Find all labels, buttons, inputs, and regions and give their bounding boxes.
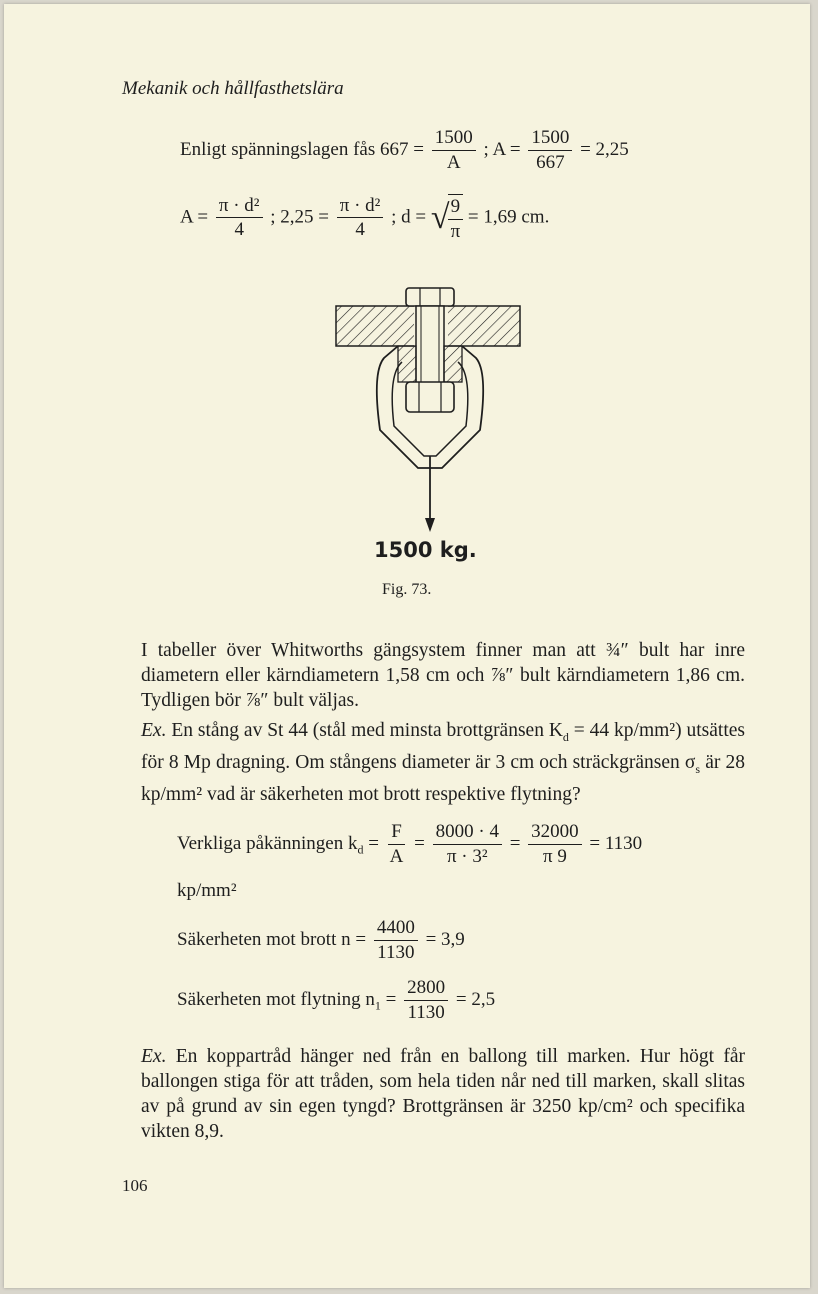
eq5-fraction [404,978,448,1023]
equation-pakanning [177,822,642,867]
eq1-sep: ; A = [483,138,521,160]
load-arrow-head [425,518,435,532]
equation-spanningslagen [180,128,629,173]
example-1-text: En stång av St 44 (stål med minsta brottgränsen K [171,720,563,741]
eq4-fraction [374,918,418,963]
example-1 [141,718,745,807]
eq5-sub: 1 [374,998,381,1013]
eq5-num: 2800 [404,978,448,1001]
example-1-text2: = 44 kp/mm²) utsättes för 8 Mp dragning. Om stångens diameter är 3 cm och sträckgränsen σ [141,720,746,773]
eq3-prefix: Verkliga påkänningen k [177,832,358,854]
eq4-den: 1130 [377,941,415,963]
eq2-dpart: ; d = [391,206,427,228]
bolt-hook-figure [322,280,534,540]
nut [406,382,454,412]
eq2-sqrt-den: π [450,220,461,242]
eq3-fraction-1 [387,822,407,867]
eq3-fraction-2 [433,822,502,867]
eq1-prefix: Enligt spänningslagen fås 667 = [180,138,424,160]
eq5-result: = 2,5 [455,988,496,1010]
eq3-f1-num: F [388,822,405,845]
eq2-f2-num: π · d² [337,196,384,219]
eq4-result: = 3,9 [425,928,465,950]
bolt-head [406,288,454,306]
eq3-unit: kp/mm² [177,880,237,901]
eq3-f2-num: 8000 · 4 [433,822,502,845]
eq5-prefix: Säkerheten mot flytning n [177,988,375,1010]
eq2-a: A = [180,206,209,228]
running-header: Mekanik och hållfasthetslära [122,78,344,99]
eq2-fraction-2 [337,196,384,241]
equation-diameter [180,194,549,242]
eq3-f2-den: π · 3² [446,845,488,867]
example-2-label: Ex. [141,1046,167,1067]
paragraph-whitworth: I tabeller över Whitworths gängsystem finner man att ¾″ bult har inre diametern eller kärndiametern 1,58 cm och ⅞″ bult kärndiametern 1,86 cm. Tydligen bör ⅞″ bult väljas. [141,640,745,711]
page-number: 106 [122,1176,148,1195]
eq1-frac2-num: 1500 [528,128,572,151]
eq2-f2-den: 4 [355,219,365,241]
eq2-mid: ; 2,25 = [270,206,330,228]
eq3-sub: d [357,842,364,857]
eq1-frac1-den: A [446,151,461,173]
equation-sakerhet-flytning [177,978,495,1023]
eq5-eq: = [385,988,397,1010]
eq1-frac1-num: 1500 [432,128,476,151]
eq3-eq: = [368,832,379,854]
eq3-fraction-3 [528,822,582,867]
eq3-f3-den: π 9 [543,845,567,867]
example-1-text3: är 28 kp/mm² vad är säkerheten mot brott respektive flytning? [141,751,745,805]
eq4-num: 4400 [374,918,418,941]
eq4-prefix: Säkerheten mot brott n = [177,928,367,950]
eq2-result: = 1,69 cm. [467,206,550,228]
eq2-f1-den: 4 [234,219,244,241]
example-1-label: Ex. [141,720,167,741]
eq3-f1-den: A [389,845,404,867]
eq1-fraction-1 [432,128,476,173]
example-1-sub: d [562,729,569,744]
eq1-result: = 2,25 [580,138,629,160]
figure-caption: Fig. 73. [382,581,432,598]
eq3-eq2: = [414,832,425,854]
eq1-frac2-den: 667 [536,151,565,173]
eq2-fraction-1 [216,196,263,241]
eq1-fraction-2 [528,128,572,173]
radical-sign: √ [430,198,450,236]
eq5-den: 1130 [407,1001,445,1023]
example-2-text: En koppartråd hänger ned från en ballong till marken. Hur högt får ballongen stiga för att tråden, som hela tiden når ned till marken, skall slitas av på grund av sin egen tyngd? Brottgränsen är 3250 kp/cm² och specifika vikten 8,9. [141,1046,746,1142]
eq2-sqrt-num: 9 [448,197,464,220]
equation-sakerhet-brott [177,918,465,963]
example-1-sub2: s [695,761,701,776]
eq3-f3-num: 32000 [528,822,582,845]
load-label: 1500 kg. [374,538,477,562]
eq3-eq3: = [509,832,521,854]
eq2-f1-num: π · d² [216,196,263,219]
eq2-square-root [431,194,463,242]
book-page [4,4,810,1288]
eq3-result: = 1130 [589,832,643,854]
example-2 [141,1044,745,1144]
